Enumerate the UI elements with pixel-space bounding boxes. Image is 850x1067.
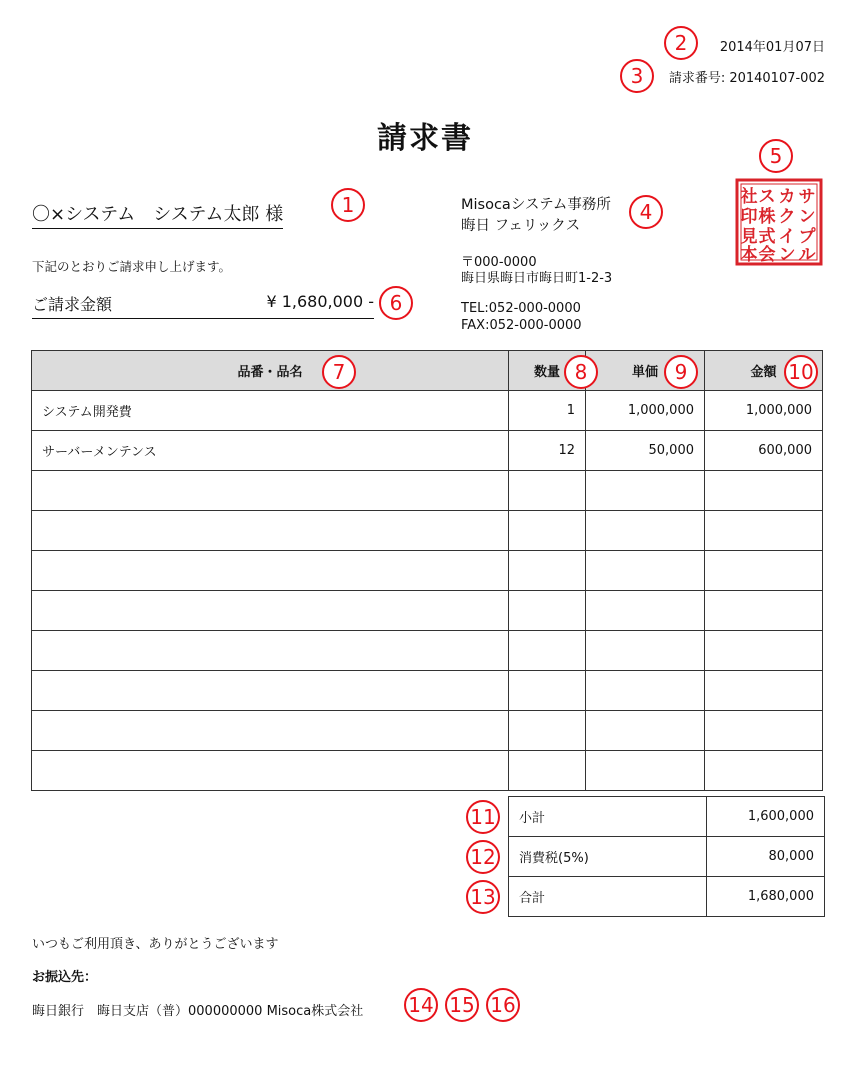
table-row — [32, 431, 823, 471]
item-amount — [705, 711, 823, 751]
item-name: サーバーメンテンス — [32, 431, 509, 471]
header-amount: 金額 — [705, 351, 823, 391]
item-name — [32, 631, 509, 671]
item-amount — [705, 471, 823, 511]
bank-details: 晦日銀行 晦日支店（普）000000000 Misoca株式会社 — [32, 1004, 364, 1019]
item-amount — [705, 551, 823, 591]
item-name — [32, 751, 509, 791]
annotation-badge-8: 8 — [564, 355, 598, 389]
table-row — [32, 671, 823, 711]
subtotal-value: 1,600,000 — [707, 797, 825, 837]
item-unit-price — [586, 711, 705, 751]
svg-text:式: 式 — [758, 227, 776, 247]
annotation-badge-4: 4 — [629, 195, 663, 229]
svg-text:ン: ン — [778, 245, 796, 265]
annotation-badge-13: 13 — [466, 880, 500, 914]
billing-amount-row — [32, 292, 374, 319]
svg-text:サ: サ — [798, 187, 816, 207]
item-name — [32, 591, 509, 631]
item-unit-price — [586, 471, 705, 511]
item-quantity: 12 — [509, 431, 586, 471]
sender-address: 晦日県晦日市晦日町1-2-3 — [461, 271, 613, 286]
svg-text:ク: ク — [778, 207, 796, 227]
tax-row — [509, 837, 825, 877]
item-unit-price — [586, 551, 705, 591]
item-amount — [705, 591, 823, 631]
item-quantity — [509, 511, 586, 551]
company-seal-stamp — [735, 178, 823, 266]
item-name — [32, 511, 509, 551]
table-row — [32, 711, 823, 751]
item-quantity — [509, 551, 586, 591]
annotation-badge-11: 11 — [466, 800, 500, 834]
table-row — [32, 751, 823, 791]
subtotal-row — [509, 797, 825, 837]
thanks-message: いつもご利用頂き、ありがとうございます — [32, 937, 279, 952]
tax-label: 消費税(5%) — [509, 837, 707, 877]
item-quantity — [509, 671, 586, 711]
table-row — [32, 471, 823, 511]
billing-amount-label: ご請求金額 — [32, 295, 113, 314]
item-name — [32, 671, 509, 711]
svg-text:会: 会 — [758, 245, 776, 265]
item-amount — [705, 671, 823, 711]
item-amount — [705, 751, 823, 791]
item-quantity — [509, 471, 586, 511]
item-unit-price — [586, 591, 705, 631]
annotation-badge-15: 15 — [445, 988, 479, 1022]
invoice-date: 2014年01月07日 — [719, 40, 825, 55]
svg-text:印: 印 — [740, 207, 758, 227]
sender-company: Misocaシステム事務所 — [461, 197, 611, 213]
annotation-badge-1: 1 — [331, 188, 365, 222]
annotation-badge-6: 6 — [379, 286, 413, 320]
item-unit-price: 50,000 — [586, 431, 705, 471]
annotation-badge-16: 16 — [486, 988, 520, 1022]
table-row — [32, 511, 823, 551]
totals-table — [508, 796, 825, 917]
sender-postal: 〒000-0000 — [461, 255, 537, 270]
invoice-note: 下記のとおりご請求申し上げます。 — [32, 259, 232, 274]
item-name — [32, 551, 509, 591]
annotation-badge-10: 10 — [784, 355, 818, 389]
tax-value: 80,000 — [707, 837, 825, 877]
annotation-badge-5: 5 — [759, 139, 793, 173]
table-header-row — [32, 351, 823, 391]
total-label: 合計 — [509, 877, 707, 917]
items-table — [31, 350, 823, 791]
header-quantity: 数量 — [509, 351, 586, 391]
svg-text:見: 見 — [740, 227, 758, 247]
item-quantity — [509, 751, 586, 791]
total-row — [509, 877, 825, 917]
svg-text:株: 株 — [758, 207, 776, 227]
item-amount — [705, 511, 823, 551]
total-value: 1,680,000 — [707, 877, 825, 917]
item-amount: 600,000 — [705, 431, 823, 471]
header-item-name: 品番・品名 — [32, 351, 509, 391]
sender-tel: TEL:052-000-0000 — [461, 301, 581, 316]
item-name — [32, 711, 509, 751]
annotation-badge-9: 9 — [664, 355, 698, 389]
svg-text:本: 本 — [740, 245, 758, 265]
table-row — [32, 591, 823, 631]
svg-text:社: 社 — [740, 187, 758, 207]
annotation-badge-14: 14 — [404, 988, 438, 1022]
item-quantity — [509, 631, 586, 671]
client-name: 〇×システム システム太郎 様 — [32, 200, 283, 229]
svg-text:プ: プ — [798, 227, 816, 247]
item-quantity — [509, 711, 586, 751]
page-title: 請求書 — [377, 121, 473, 156]
annotation-badge-3: 3 — [620, 59, 654, 93]
table-row — [32, 551, 823, 591]
sender-fax: FAX:052-000-0000 — [461, 318, 582, 333]
item-quantity: 1 — [509, 391, 586, 431]
item-quantity — [509, 591, 586, 631]
item-unit-price — [586, 751, 705, 791]
item-unit-price — [586, 671, 705, 711]
svg-text:カ: カ — [778, 187, 796, 207]
item-amount — [705, 631, 823, 671]
svg-text:イ: イ — [778, 227, 796, 247]
item-name — [32, 471, 509, 511]
item-name: システム開発費 — [32, 391, 509, 431]
subtotal-label: 小計 — [509, 797, 707, 837]
billing-amount-value: ¥ 1,680,000 - — [266, 292, 374, 311]
table-row — [32, 631, 823, 671]
sender-person: 晦日 フェリックス — [461, 218, 581, 234]
svg-text:ン: ン — [798, 207, 816, 227]
item-amount: 1,000,000 — [705, 391, 823, 431]
svg-text:ル: ル — [798, 245, 816, 265]
annotation-badge-12: 12 — [466, 840, 500, 874]
svg-text:ス: ス — [758, 187, 776, 207]
item-unit-price — [586, 631, 705, 671]
table-row — [32, 391, 823, 431]
annotation-badge-7: 7 — [322, 355, 356, 389]
annotation-badge-2: 2 — [664, 26, 698, 60]
invoice-number: 請求番号: 20140107-002 — [668, 71, 825, 86]
item-unit-price — [586, 511, 705, 551]
transfer-label: お振込先： — [32, 970, 98, 985]
header-unit-price: 単価 — [586, 351, 705, 391]
item-unit-price: 1,000,000 — [586, 391, 705, 431]
